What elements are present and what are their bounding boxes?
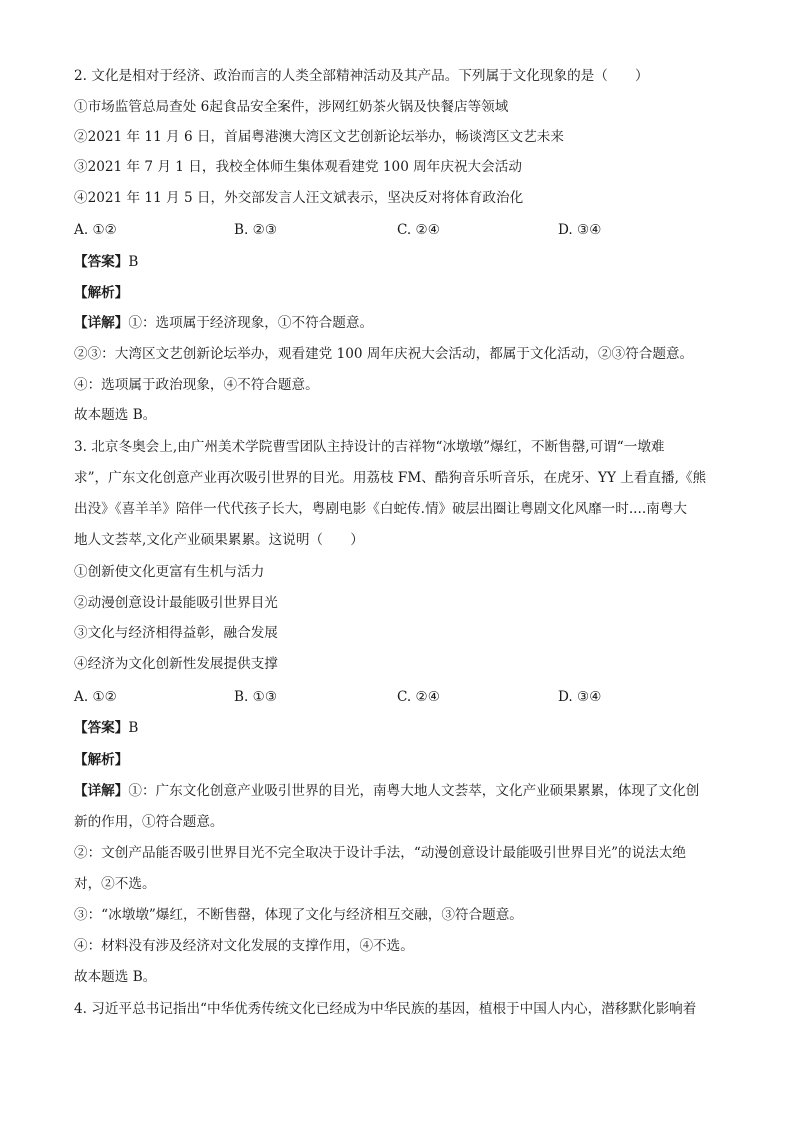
question-3-detail-2b: 对，②不选。	[74, 876, 156, 892]
question-2-answer	[74, 252, 724, 272]
answer-tag: 【答案】	[74, 254, 129, 270]
question-3-stem-line-3: 出没》《喜羊羊》陪伴一代代孩子长大，粤剧电影《白蛇传.情》破层出圈让粤剧文化风靡一时....南粤大	[74, 501, 687, 517]
question-2-conclusion: 故本题选 B。	[74, 407, 157, 423]
question-3-item-3: ③文化与经济相得益彰，融合发展	[74, 625, 278, 641]
question-3-item-4: ④经济为文化创新性发展提供支撑	[74, 656, 278, 672]
answer-value: B	[128, 720, 139, 736]
question-3-option-c: C. ②④	[397, 689, 440, 705]
question-4-stem-line-1: 4. 习近平总书记指出“中华优秀传统文化已经成为中华民族的基因，植根于中国人内心，潜移默化影响着	[74, 1001, 697, 1017]
question-2-detail-1: 【详解】①：选项属于经济现象，①不符合题意。	[74, 315, 374, 331]
question-2-detail-2: ②③：大湾区文艺创新论坛举办，观看建党 100 周年庆祝大会活动，都属于文化活动，②③符合题意。	[74, 346, 694, 362]
question-3-detail-2a: ②：文创产品能否吸引世界目光不完全取决于设计手法，“动漫创意设计最能吸引世界目光”的说法太绝	[74, 845, 687, 861]
question-2-analysis-tag: 【解析】	[74, 285, 129, 301]
question-2-item-1: ①市场监管总局查处 6起食品安全案件，涉网红奶茶火锅及快餐店等领域	[74, 99, 509, 115]
question-2-option-c: C. ②④	[397, 222, 440, 238]
question-3-detail-3: ③：“冰墩墩”爆红，不断售罄，体现了文化与经济相互交融，③符合题意。	[74, 907, 523, 923]
question-3-stem-line-1: 3. 北京冬奥会上,由广州美术学院曹雪团队主持设计的吉祥物“冰墩墩”爆红，不断售罄,可谓“一墩难	[74, 439, 665, 455]
answer-value: B	[128, 254, 139, 270]
question-2-options	[74, 220, 724, 240]
question-3-stem-line-2: 求”，广东文化创意产业再次吸引世界的目光。用荔枝 FM、酷狗音乐听音乐，在虎牙、YY 上看直播,《熊	[74, 470, 707, 486]
question-3-item-1: ①创新使文化更富有生机与活力	[74, 564, 265, 580]
question-3-options	[74, 687, 724, 707]
detail-tag: 【详解】	[74, 315, 129, 331]
answer-tag: 【答案】	[74, 720, 129, 736]
question-2-option-a: A. ①②	[74, 222, 117, 238]
question-2-item-4: ④2021 年 11 月 5 日，外交部发言人汪文斌表示，坚决反对将体育政治化	[74, 190, 524, 206]
question-3-detail-1b: 新的作用，①符合题意。	[74, 814, 224, 830]
question-3-answer	[74, 718, 724, 738]
question-3-conclusion: 故本题选 B。	[74, 969, 157, 985]
question-2-stem: 2. 文化是相对于经济、政治而言的人类全部精神活动及其产品。下列属于文化现象的是（ ）	[74, 68, 649, 84]
question-3-option-d: D. ③④	[558, 689, 602, 705]
question-3-detail-4: ④：材料没有涉及经济对文化发展的支撑作用，④不选。	[74, 938, 414, 954]
question-3-option-a: A. ①②	[74, 689, 117, 705]
question-2-item-3: ③2021 年 7 月 1 日，我校全体师生集体观看建党 100 周年庆祝大会活动	[74, 159, 522, 175]
question-2-detail-3: ④：选项属于政治现象，④不符合题意。	[74, 377, 319, 393]
question-2-option-b: B. ②③	[234, 222, 278, 238]
question-3-stem-line-4: 地人文荟萃,文化产业硕果累累。这说明（ ）	[74, 532, 364, 548]
question-3-item-2: ②动漫创意设计最能吸引世界目光	[74, 595, 278, 611]
question-3-detail-1a: 【详解】①：广东文化创意产业吸引世界的目光，南粤大地人文荟萃，文化产业硕果累累，体现了文化创	[74, 783, 700, 799]
detail-tag: 【详解】	[74, 783, 129, 799]
question-2-option-d: D. ③④	[558, 222, 602, 238]
question-3-analysis-tag: 【解析】	[74, 752, 129, 768]
question-2-item-2: ②2021 年 11 月 6 日，首届粤港澳大湾区文艺创新论坛举办，畅谈湾区文艺未来	[74, 129, 564, 145]
question-3-option-b: B. ①③	[234, 689, 278, 705]
